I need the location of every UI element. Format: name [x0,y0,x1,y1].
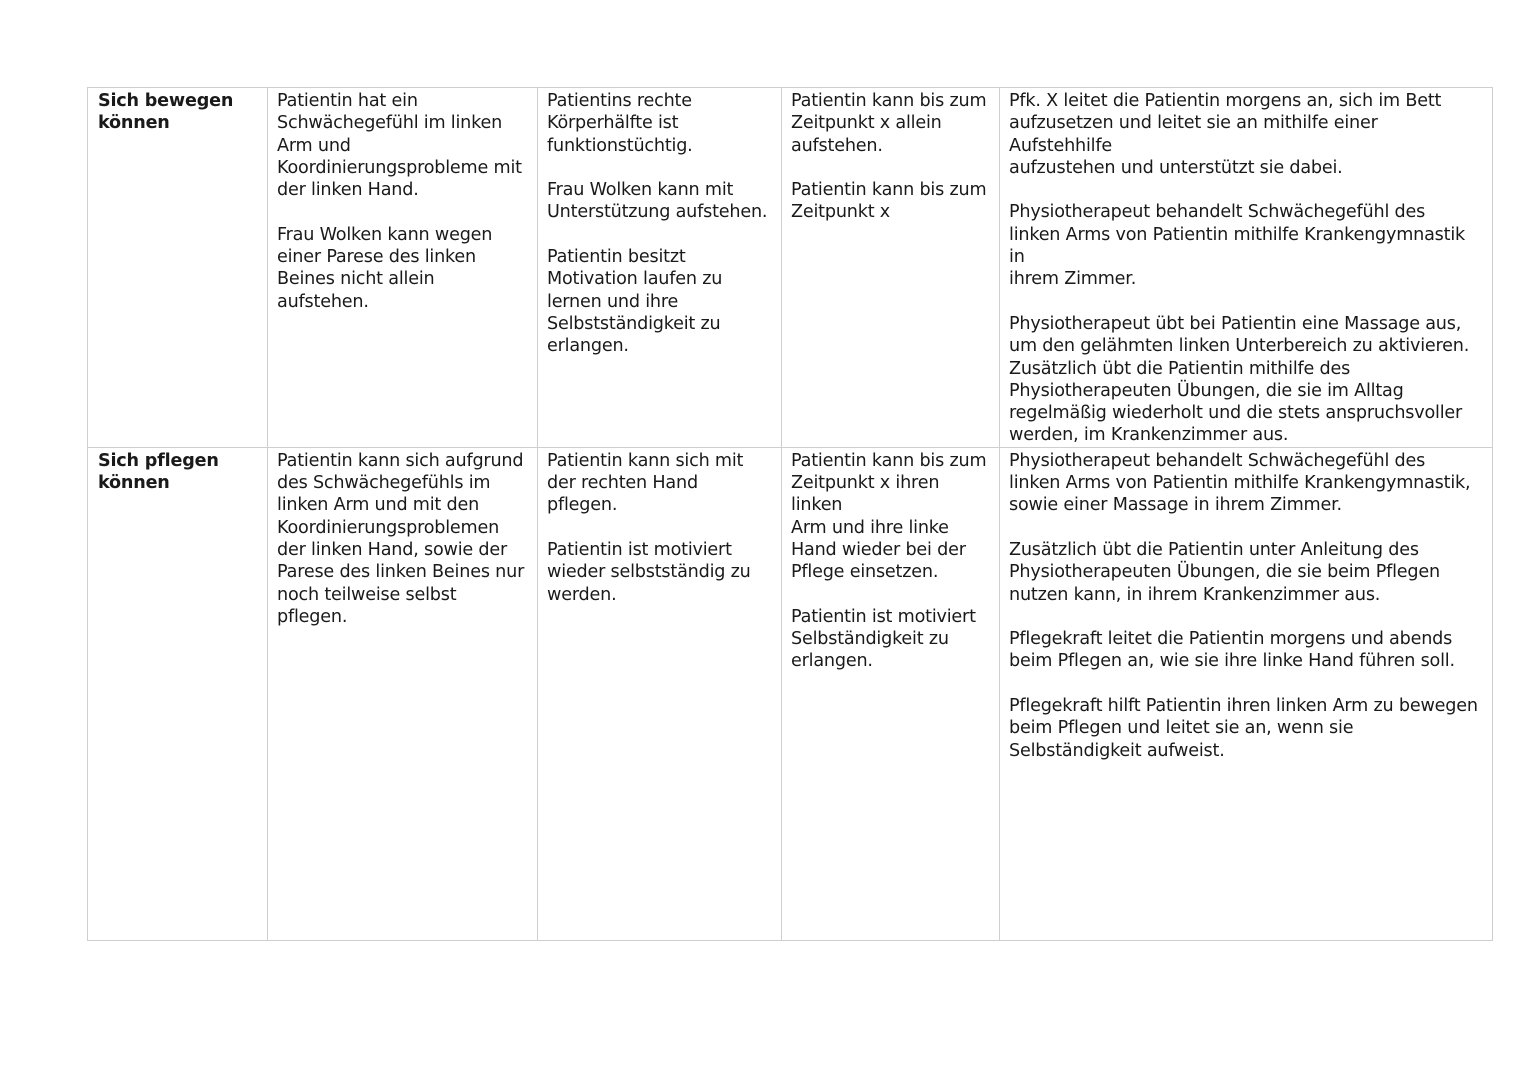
table-row [88,447,1493,940]
measure-text: Zusätzlich übt die Patientin mithilfe des Physiotherapeuten Übungen, die sie im Alltag regelmäßig wiederholt und die stets anspruchsvoller werden, im Krankenzimmer aus. [1009,358,1463,446]
resource-text: Patientin kann sich mit der rechten Hand pflegen. [547,450,744,516]
measure-text: Zusätzlich übt die Patientin unter Anleitung des Physiotherapeuten Übungen, die sie beim Pflegen nutzen kann, in ihrem Krankenzimmer aus. [1009,539,1440,605]
row-label: Sich pflegen können [98,450,219,494]
measures-cell [1000,447,1493,940]
row-label-cell [88,447,268,940]
goals-cell [782,88,1000,448]
row-label: Sich bewegen können [98,91,234,134]
resource-text: Patientins rechte Körperhälfte ist funktionstüchtig. [547,91,693,156]
table-row [88,88,1493,448]
measure-text: Pflegekraft leitet die Patientin morgens und abends beim Pflegen an, wie sie ihre linke Hand führen soll. [1009,629,1455,672]
goal-text: Patientin kann bis zum Zeitpunkt x [791,180,987,223]
goal-text: Patientin ist motiviert Selbständigkeit zu erlangen. [791,606,976,672]
resource-text: Patientin ist motiviert wieder selbstständig zu werden. [547,539,751,605]
measure-text: Pflegekraft hilft Patientin ihren linken Arm zu bewegen beim Pflegen und leitet sie an, wenn sie Selbständigkeit aufweist. [1009,696,1478,761]
problems-cell [268,447,538,940]
problem-text: Frau Wolken kann wegen einer Parese des linken Beines nicht allein aufstehen. [277,224,493,312]
measures-cell [1000,88,1493,448]
goals-cell [782,447,1000,940]
problems-cell [268,88,538,448]
care-plan-table [87,87,1493,941]
problem-text: Patientin hat ein Schwächegefühl im linken Arm und Koordinierungsprobleme mit der linken Hand. [277,91,522,201]
goal-text: Patientin kann bis zum Zeitpunkt x allein aufstehen. [791,91,987,156]
problem-text: Patientin kann sich aufgrund des Schwächegefühls im linken Arm und mit den Koordinierungsproblemen der linken Hand, sowie der Parese des linken Beines nur noch teilweise selbst pflegen. [277,450,525,627]
resource-text: Patientin besitzt Motivation laufen zu lernen und ihre Selbstständigkeit zu erlangen. [547,247,723,357]
resource-text: Frau Wolken kann mit Unterstützung aufstehen. [547,180,768,223]
goal-text: Patientin kann bis zum Zeitpunkt x ihren linken Arm und ihre linke Hand wieder bei der Pflege einsetzen. [791,450,987,583]
resources-cell [538,88,782,448]
measure-text: Physiotherapeut behandelt Schwächegefühl des linken Arms von Patientin mithilfe Krankengymnastik, sowie einer Massage in ihrem Zimmer. [1009,450,1471,516]
resources-cell [538,447,782,940]
measure-text: Pfk. X leitet die Patientin morgens an, sich im Bett aufzusetzen und leitet sie an mithilfe einer Aufstehhilfe aufzustehen und unterstützt sie dabei. [1009,91,1442,178]
measure-text: Physiotherapeut behandelt Schwächegefühl des linken Arms von Patientin mithilfe Krankengymnastik in ihrem Zimmer. [1009,202,1466,290]
measure-text: Physiotherapeut übt bei Patientin eine Massage aus, um den gelähmten linken Unterbereich zu aktivieren. [1009,313,1470,357]
row-label-cell [88,88,268,448]
